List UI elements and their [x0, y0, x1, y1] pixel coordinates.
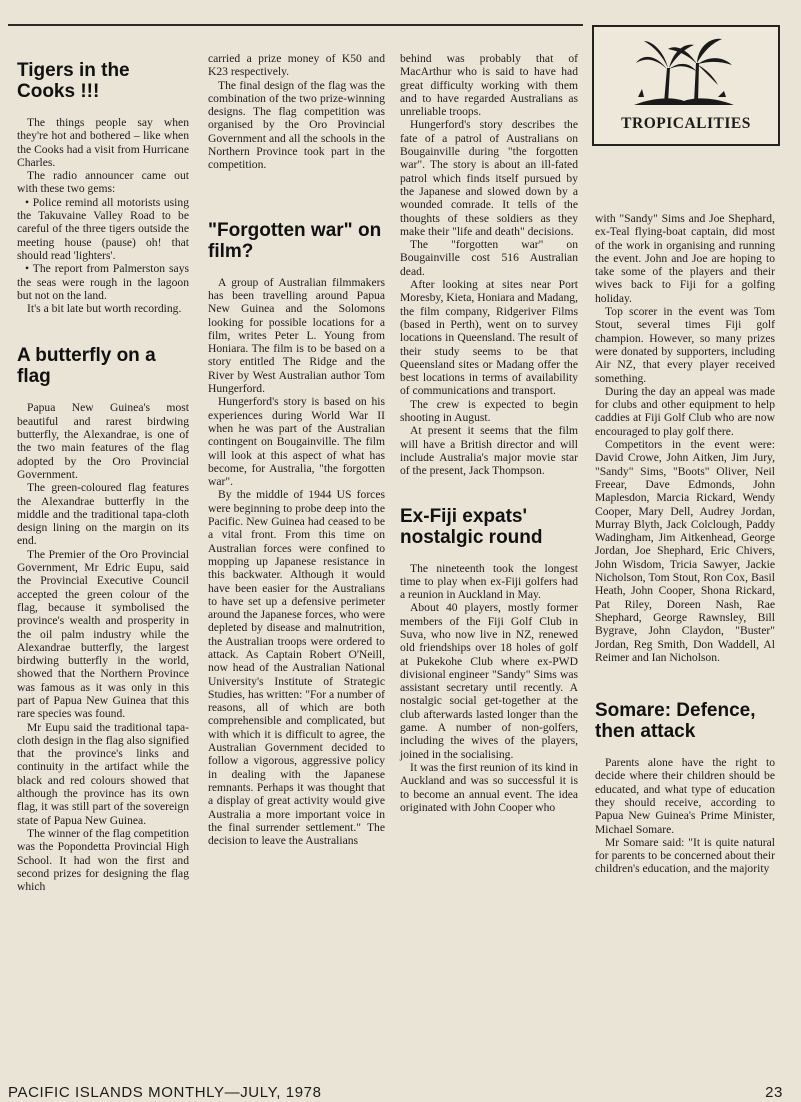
paragraph: By the middle of 1944 US forces were beginning to probe deep into the Pacific. New Guinea had ceased to be a vital front. From this time on Australian forces were confined to mopping up Japanese resistance in this backwater. Although it would have been easier for the Australians to have set up a defensive perimeter around the Japanese forces, who were depleted by disease and malnutrition, the Australian troops were ordered to attack. As Captain Robert O'Neill, now head of the Australian National University's Institute of Strategic Studies, has written: "For a number of reasons, all of which are both comprehensible and complicated, but with which it is difficult to agree, the Australian Government decided to follow a vigorous, aggressive policy in dealing with the Japanese remnants. Perhaps it was thought that a display of great activity would give Australia a more important voice in the final surrender settlement." The decision to leave the Australians: [208, 488, 386, 848]
paragraph: • The report from Palmerston says the seas were rough in the lagoon but not on the land.: [17, 262, 189, 302]
column-4: [595, 212, 775, 876]
paragraph: Parents alone have the right to decide where their children should be educated, and what type of education they should receive, according to Papua New Guinea's Prime Minister, Michael Somare.: [595, 756, 775, 836]
paragraph: The crew is expected to begin shooting in August.: [400, 397, 578, 425]
paragraph: After looking at sites near Port Moresby, Kieta, Honiara and Madang, the film company, Ridgeriver Films (based in Perth), went on to survey locations in Queensland. The result of their study seems to be that Queensland sites or Madang offer the best locations in terms of availability of communications and transport.: [400, 278, 578, 398]
paragraph: Mr Somare said: "It is quite natural for parents to be concerned about their children's education, and the majority: [595, 835, 775, 876]
column-1: [17, 60, 189, 893]
palm-trees-icon: [634, 33, 734, 107]
paragraph: The winner of the flag competition was the Popondetta Provincial High School. It had won the first and second prizes for designing the flag which: [17, 826, 189, 894]
headline-butterfly: A butterfly on a flag: [17, 345, 156, 388]
tropicalities-logo: [592, 25, 780, 146]
headline-somare: Somare: Defence, then attack: [595, 700, 756, 743]
headline-ex-fiji: Ex-Fiji expats' nostalgic round: [400, 505, 543, 548]
headline-tigers: Tigers in the Cooks !!!: [17, 60, 130, 102]
paragraph: Top scorer in the event was Tom Stout, several times Fiji golf champion. However, so many prizes were donated by supporters, including Air NZ, that every player received something.: [595, 305, 775, 385]
column-2: [208, 52, 385, 847]
page-footer: [8, 1084, 793, 1102]
paragraph: Competitors in the event were: David Crowe, John Aitken, Jim Jury, "Sandy" Sims, "Boots" Oliver, Neil Freear, Dave Edmonds, John Maplesdon, Marcia Rickard, Wendy Cooper, Mary Dell, Audrey Jordan, Murray Blyth, Jack Colclough, Paddy Wadingham, Jim Aitkenhead, George Jordan, Joe Shephard, Eric Chivers, John Wisdom, Tricia Sawyer, Jackie Nicholson, Tom Stout, Ron Cox, Basil Heath, John Cooper, Shona Rickard, Pat Riley, Doreen Nash, Rae Shephard, George Rawnsley, Bill Bygrave, John Claydon, "Buster" Jordan, Reg Smith, Don Waddell, Al Reimer and Ian Nicholson.: [595, 438, 775, 664]
paragraph: The nineteenth took the longest time to play when ex-Fiji golfers had a reunion in Auckland in May.: [400, 561, 578, 602]
headline-forgotten-war: "Forgotten war" on film?: [208, 219, 382, 262]
paragraph: It was the first reunion of its kind in Auckland and was so successful it is to become an annual event. The idea originated with John Cooper who: [400, 760, 578, 814]
publication-line: PACIFIC ISLANDS MONTHLY—JULY, 1978: [8, 1084, 322, 1101]
paragraph: At present it seems that the film will have a British director and will include Australia's major movie star of the present, Jack Thompson.: [400, 424, 578, 478]
paragraph: • Police remind all motorists using the Takuvaine Valley Road to be careful of the three tigers outside the meeting house (pause) oh! that should read 'lighters'.: [17, 195, 189, 262]
paragraph: with "Sandy" Sims and Joe Shephard, ex-Teal flying-boat captain, did most of the work in organising and running the event. John and Joe are hoping to take some of the players and their wives back to Fiji for a golfing holiday.: [595, 212, 775, 305]
paragraph: Papua New Guinea's most beautiful and rarest birdwing butterfly, the Alexandrae, is one of the two main features of the flag adopted by the Oro Provincial Government.: [17, 401, 189, 481]
paragraph: behind was probably that of MacArthur who is said to have had great difficulty working with them and to have regarded Australians as unreliable troops.: [400, 52, 578, 119]
paragraph: About 40 players, mostly former members of the Fiji Golf Club in Suva, who now live in NZ, renewed old friendships over 18 holes of golf at Pukekohe Club where ex-PWD divisional engineer "Sandy" Sims was assistant secretary until recently. A nostalgic social get-together at the club afterwards lasted longer than the game. A number of non-golfers, including the wives of the players, joined in the socialising.: [400, 601, 578, 761]
paragraph: It's a bit late but worth recording.: [27, 302, 182, 316]
paragraph: The Premier of the Oro Provincial Government, Mr Edric Eupu, said the Provincial Executive Council accepted the green colour of the flag, because it symbolised the province's wealth and prosperity in the oil palm industry while the Alexandrae butterfly, the largest birdwing butterfly in the world, showed that the Northern Province was famous as it was only in this part of Papua New Guinea that this rare species was found.: [17, 547, 189, 721]
top-rule: [8, 24, 583, 26]
paragraph: carried a prize money of K50 and K23 respectively.: [208, 52, 385, 79]
paragraph: The things people say when they're hot and bothered – like when the Cooks had a visit from Hurricane Charles.: [17, 116, 189, 169]
paragraph: The green-coloured flag features the Alexandrae butterfly in the middle and the traditional tapa-cloth design lining on the margin on its end.: [17, 481, 189, 548]
page-number: 23: [765, 1084, 783, 1101]
paragraph: Hungerford's story describes the fate of a patrol of Australians on Bougainville during "the forgotten war". The story is about an ill-fated patrol which finds itself pursued by the Japanese and slowed down by a wounded comrade. It tells of the thoughts of these soldiers as they make their "life and death" decisions.: [400, 118, 578, 238]
paragraph: During the day an appeal was made for clubs and other equipment to help caddies at Fiji Golf Club who are now encouraged to play golf there.: [595, 384, 775, 438]
paragraph: Hungerford's story is based on his experiences during World War II when he was part of the Australian contingent on Bougainville. The film will look at this aspect of what has become, for Australia, "the forgotten war".: [208, 395, 385, 489]
paragraph: The "forgotten war" on Bougainville cost 516 Australian dead.: [400, 238, 578, 278]
paragraph: Mr Eupu said the traditional tapa-cloth design in the flag also signified that the province's links and continuity in the artifact while the black and red colours showed that although the province has its own flag, it was still part of the sovereign state of Papua New Guinea.: [17, 720, 189, 827]
paragraph: A group of Australian filmmakers has been travelling around Papua New Guinea and the Solomons looking for possible locations for a film, writes Peter L. Young from Honiara. The film is to be based on a story entitled The Ridge and the River by West Australian author Tom Hungerford.: [208, 275, 385, 396]
paragraph: The final design of the flag was the combination of the two prize-winning designs. The flag competition was organised by the Oro Provincial Government and all the schools in the Northern Province took part in the competition.: [208, 78, 385, 172]
paragraph: The radio announcer came out with these two gems:: [17, 169, 189, 196]
tropicalities-label: TROPICALITIES: [621, 115, 751, 132]
column-3: [400, 52, 578, 814]
